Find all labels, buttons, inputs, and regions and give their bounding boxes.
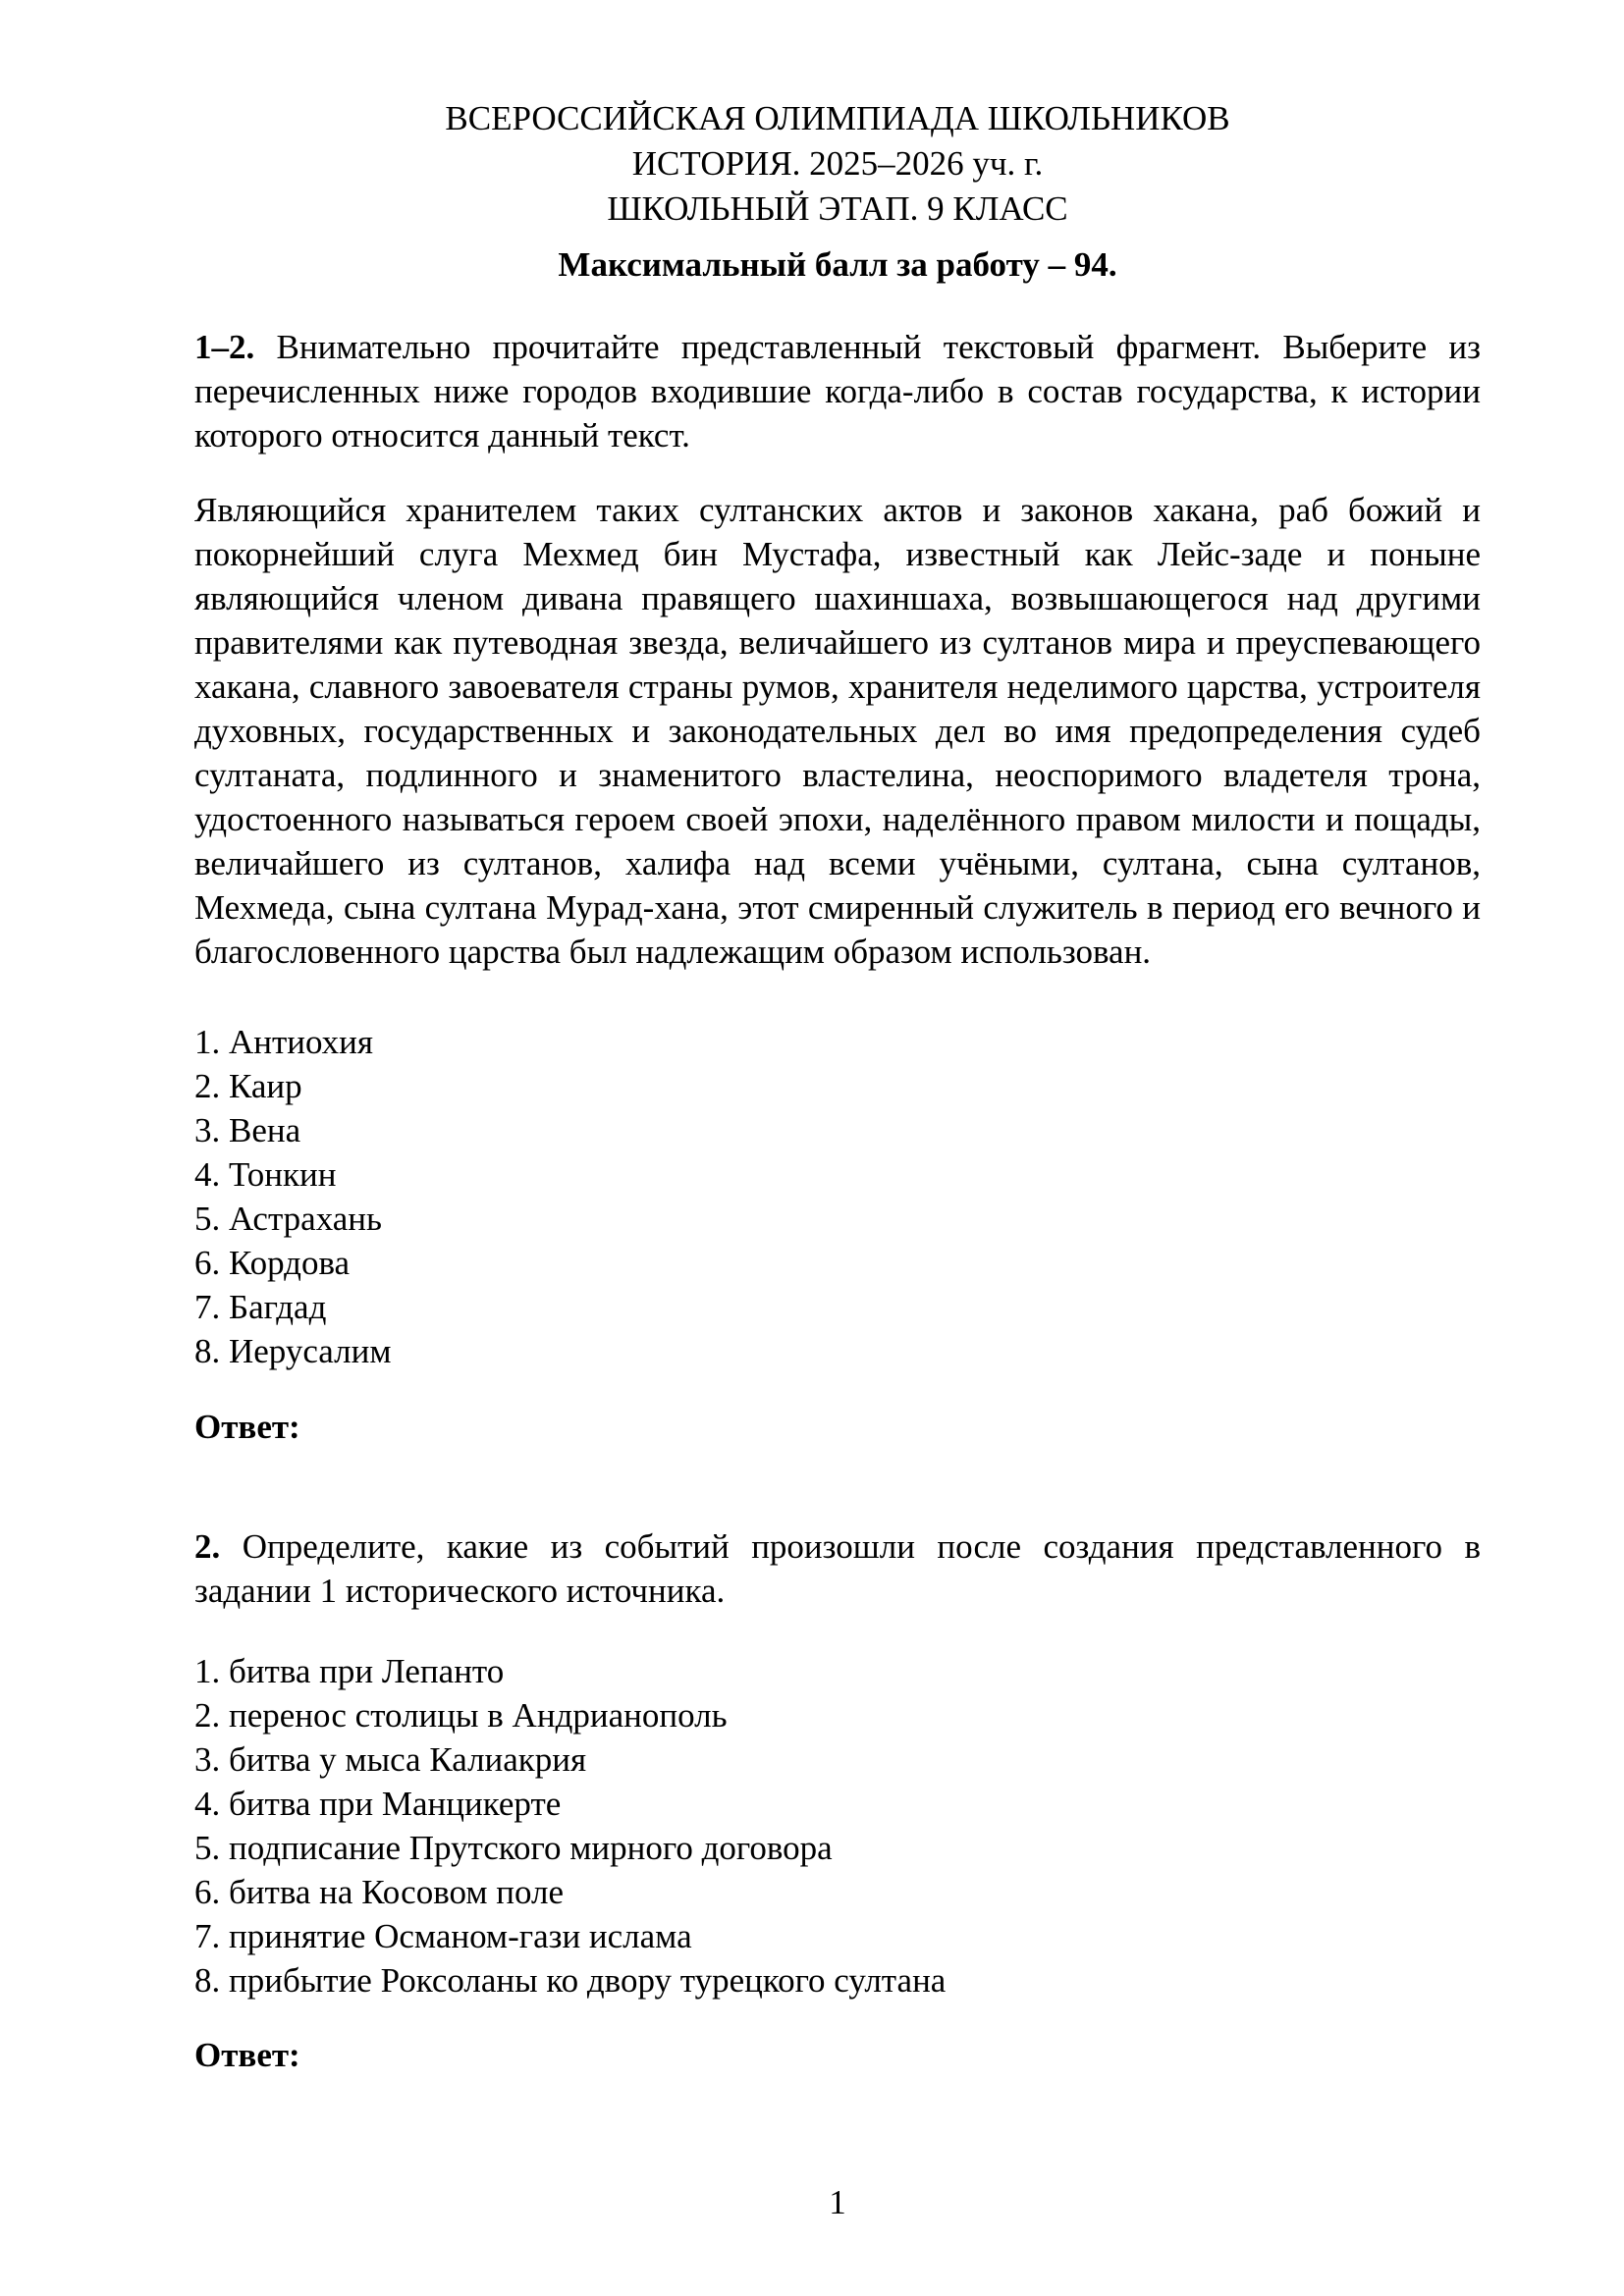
question2-prompt [194,1524,1481,1613]
question1-option: 7. Багдад [194,1288,327,1326]
question1-option: 1. Антиохия [194,1023,373,1061]
question1-number: 1–2. [194,328,255,366]
question1-option: 8. Иерусалим [194,1332,392,1370]
question2-option: 2. перенос столицы в Андрианополь [194,1696,728,1735]
question2-answer-label: Ответ: [194,2036,300,2074]
question1-prompt-text: Внимательно прочитайте представленный текстовый фрагмент. Выберите из перечисленных ниже городов входившие когда-либо в состав государства, к истории которого относится данный текст. [194,328,1481,454]
question2-option: 5. подписание Прутского мирного договора [194,1829,833,1867]
subject-year: ИСТОРИЯ. 2025–2026 уч. г. [631,144,1044,183]
stage-grade: ШКОЛЬНЫЙ ЭТАП. 9 КЛАСС [607,189,1068,228]
question1-prompt [194,325,1481,457]
question2-option: 7. принятие Османом-гази ислама [194,1917,692,1955]
question1-options-list [194,1020,392,1373]
document-header [194,96,1481,232]
question1-option: 2. Каир [194,1067,302,1105]
question2-prompt-text: Определите, какие из событий произошли после создания представленного в задании 1 исторического источника. [194,1527,1481,1610]
question2-option: 1. битва при Лепанто [194,1652,505,1690]
question1-option: 4. Тонкин [194,1155,337,1194]
max-score-heading: Максимальный балл за работу – 94. [558,245,1117,284]
question2-option: 8. прибытие Роксоланы ко двору турецкого султана [194,1961,947,2000]
question2-option: 3. битва у мыса Калиакрия [194,1740,587,1779]
question2-option: 6. битва на Косовом поле [194,1873,564,1911]
question1-option: 5. Астрахань [194,1200,382,1238]
question1-answer-label: Ответ: [194,1408,300,1446]
question2-option: 4. битва при Манцикерте [194,1785,562,1823]
historical-source-text: Являющийся хранителем таких султанских актов и законов хакана, раб божий и покорнейший слуга Мехмед бин Мустафа, известный как Лейс-заде и поныне являющийся членом дивана правящего шахиншаха, возвышающегося над другими правителями как путеводная звезда, величайшего из султанов мира и преуспевающего хакана, славного завоевателя страны румов, хранителя неделимого царства, устроителя духовных, государственных и законодательных дел во имя предопределения судеб султаната, подлинного и знаменитого властелина, неоспоримого владетеля трона, удостоенного называться героем своей эпохи, наделённого правом милости и пощады, величайшего из султанов, халифа над всеми учёными, султана, сына султанов, Мехмеда, сына султана Мурад-хана, этот смиренный служитель в период его вечного и благословенного царства был надлежащим образом использован. [194,491,1481,971]
question1-option: 6. Кордова [194,1244,351,1282]
question2-number: 2. [194,1527,221,1566]
page-number: 1 [829,2183,846,2221]
question1-option: 3. Вена [194,1111,301,1149]
question2-options-list [194,1649,946,2002]
olympiad-title: ВСЕРОССИЙСКАЯ ОЛИМПИАДА ШКОЛЬНИКОВ [445,99,1230,137]
